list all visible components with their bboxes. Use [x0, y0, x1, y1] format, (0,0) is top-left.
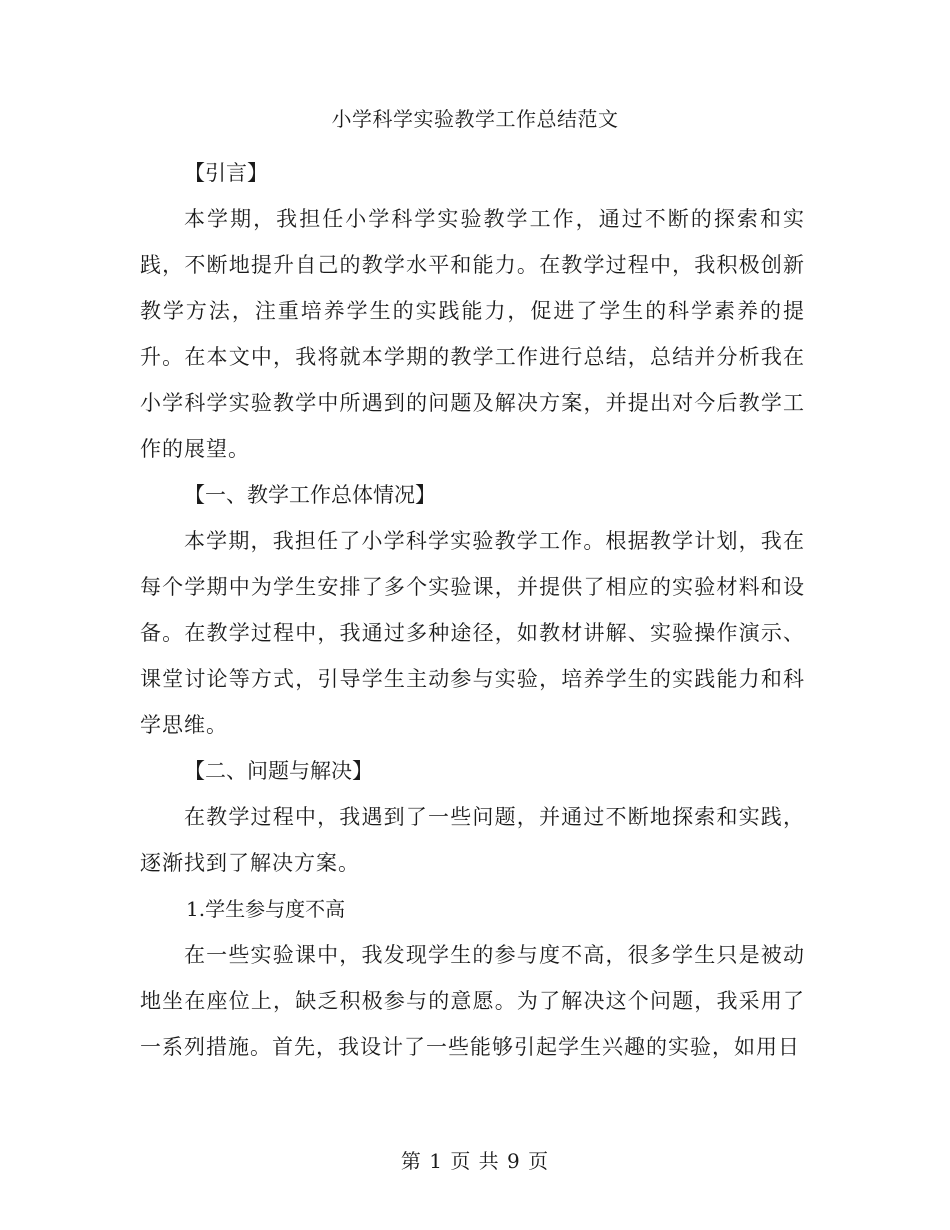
intro-heading: 【引言】 — [184, 161, 268, 185]
page-footer: 第 1 页 共 9 页 — [400, 1149, 550, 1173]
item1-heading: 1.学生参与度不高 — [186, 897, 346, 921]
section2-heading: 【二、问题与解决】 — [184, 759, 373, 783]
section2-paragraph: 在教学过程中，我遇到了一些问题，并通过不断地探索和实践，逐渐找到了解决方案。 — [140, 805, 805, 875]
document-body — [140, 150, 805, 1070]
section1-heading: 【一、教学工作总体情况】 — [184, 483, 436, 507]
item1-paragraph: 在一些实验课中，我发现学生的参与度不高，很多学生只是被动地坐在座位上，缺乏积极参与的意愿。为了解决这个问题，我采用了一系列措施。首先，我设计了一些能够引起学生兴趣的实验，如用日 — [140, 943, 805, 1059]
page-title: 小学科学实验教学工作总结范文 — [331, 107, 619, 131]
intro-paragraph: 本学期，我担任小学科学实验教学工作，通过不断的探索和实践，不断地提升自己的教学水平和能力。在教学过程中，我积极创新教学方法，注重培养学生的实践能力，促进了学生的科学素养的提升。在本文中，我将就本学期的教学工作进行总结，总结并分析我在小学科学实验教学中所遇到的问题及解决方案，并提出对今后教学工作的展望。 — [140, 207, 805, 461]
section1-paragraph: 本学期，我担任了小学科学实验教学工作。根据教学计划，我在每个学期中为学生安排了多个实验课，并提供了相应的实验材料和设备。在教学过程中，我通过多种途径，如教材讲解、实验操作演示、课堂讨论等方式，引导学生主动参与实验，培养学生的实践能力和科学思维。 — [140, 529, 805, 737]
